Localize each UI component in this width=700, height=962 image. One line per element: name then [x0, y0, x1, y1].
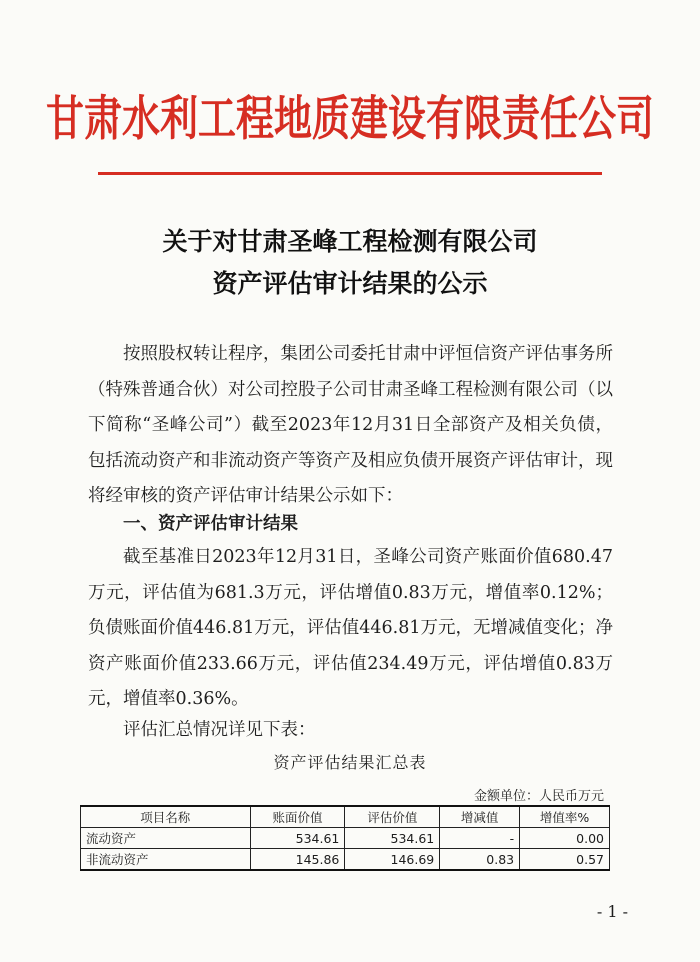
table-cell: 145.86 — [250, 849, 345, 871]
table-cell: 流动资产 — [81, 828, 251, 849]
table-row — [81, 849, 610, 871]
column-header: 项目名称 — [81, 806, 251, 828]
table-row — [81, 828, 610, 849]
company-header-title: 甘肃水利工程地质建设有限责任公司 — [45, 90, 654, 147]
column-header: 评估价值 — [345, 806, 440, 828]
document-title-line-1: 关于对甘肃圣峰工程检测有限公司 — [162, 227, 538, 256]
table-cell: 534.61 — [250, 828, 345, 849]
section-heading: 一、资产评估审计结果 — [123, 514, 298, 534]
column-header: 增值率% — [520, 806, 610, 828]
table-cell: 0.00 — [520, 828, 610, 849]
table-cell: 0.83 — [440, 849, 520, 871]
column-header: 账面价值 — [250, 806, 345, 828]
table-header-row — [81, 806, 610, 828]
table-cell: - — [440, 828, 520, 849]
column-header: 增减值 — [440, 806, 520, 828]
table-cell: 非流动资产 — [81, 849, 251, 871]
header-red-rule — [98, 172, 602, 175]
table-title: 资产评估结果汇总表 — [273, 753, 427, 772]
results-paragraph: 截至基准日2023年12月31日，圣峰公司资产账面价值680.47万元，评估值为681.3万元，评估增值0.83万元，增值率0.12%；负债账面价值446.81万元，评估值446.81万元，无增减值变化；净资产账面价值233.66万元，评估值234.49万元，评估增值0.83万元，增值率0.36%。 — [88, 547, 613, 710]
document-title-line-2: 资产评估审计结果的公示 — [212, 269, 488, 298]
asset-summary-table — [80, 805, 610, 871]
table-cell: 146.69 — [345, 849, 440, 871]
currency-unit: 金额单位：人民币万元 — [473, 789, 604, 804]
table-cell: 0.57 — [520, 849, 610, 871]
table-reference-note: 评估汇总情况详见下表： — [123, 720, 316, 740]
page-number: - 1 - — [596, 902, 628, 921]
intro-paragraph: 按照股权转让程序，集团公司委托甘肃中评恒信资产评估事务所（特殊普通合伙）对公司控股子公司甘肃圣峰工程检测有限公司（以下简称“圣峰公司”）截至2023年12月31日全部资产及相关负债，包括流动资产和非流动资产等资产及相应负债开展资产评估审计，现将经审核的资产评估审计结果公示如下： — [88, 344, 613, 507]
table-cell: 534.61 — [345, 828, 440, 849]
